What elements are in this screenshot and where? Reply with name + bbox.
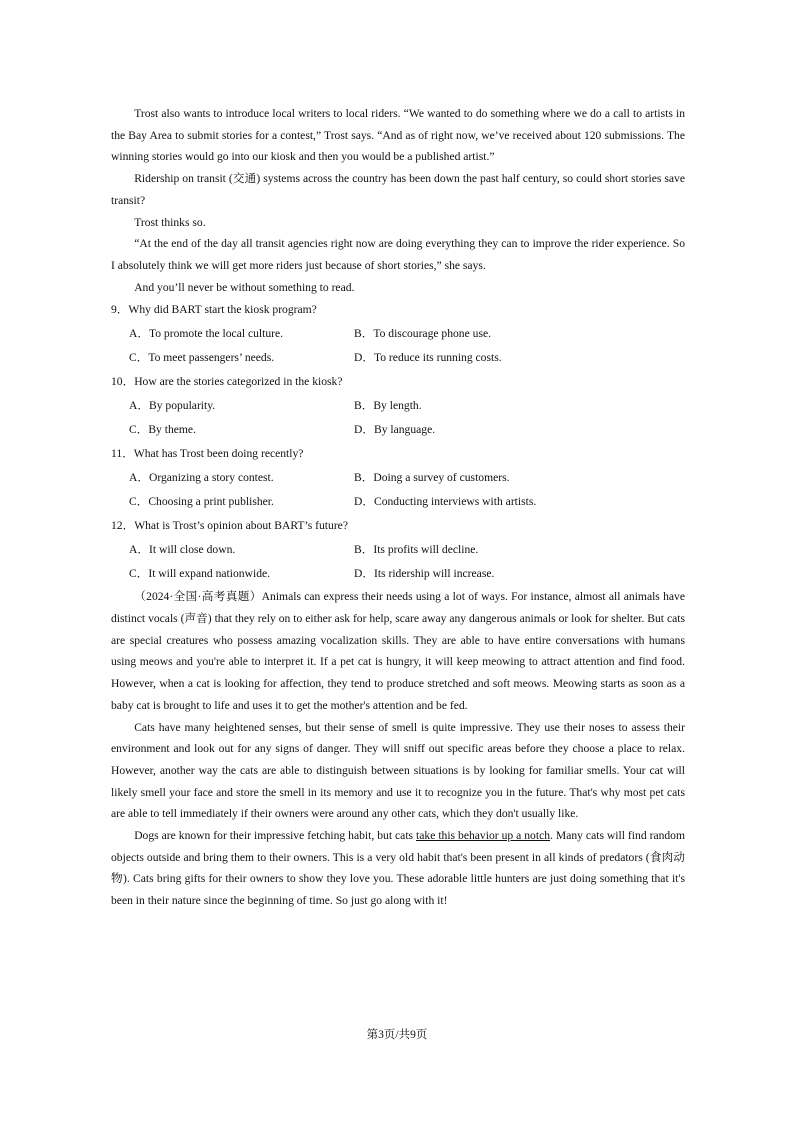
question-stem: 10．How are the stories categorized in the kiosk?: [111, 375, 343, 389]
option-b: B．Doing a survey of customers.: [354, 471, 510, 485]
question-stem: 12．What is Trost’s opinion about BART’s future?: [111, 519, 348, 533]
document-page: [111, 103, 685, 912]
option-b: B．By length.: [354, 399, 422, 413]
passage-paragraph: Ridership on transit (交通) systems across the country has been down the past half century, so could short stories save transit?: [111, 172, 685, 207]
option-b: B．To discourage phone use.: [354, 327, 491, 341]
passage2-paragraph-3: [111, 825, 685, 912]
passage-paragraph: Trost thinks so.: [134, 215, 206, 229]
question-stem: 11．What has Trost been doing recently?: [111, 447, 304, 461]
question-9: [111, 298, 685, 370]
page-footer: 第3页/共9页: [366, 1029, 428, 1041]
option-a: A．Organizing a story contest.: [129, 471, 274, 485]
underlined-phrase: take this behavior up a notch: [416, 829, 551, 843]
question-12: [111, 514, 685, 586]
option-d: D．Its ridership will increase.: [354, 567, 495, 581]
option-a: A．To promote the local culture.: [129, 327, 284, 341]
option-c: C．To meet passengers’ needs.: [129, 351, 275, 365]
option-b: B．Its profits will decline.: [354, 543, 479, 557]
option-c: C．It will expand nationwide.: [129, 567, 271, 581]
option-c: C．By theme.: [129, 423, 196, 437]
option-d: D．To reduce its running costs.: [354, 351, 502, 365]
option-c: C．Choosing a print publisher.: [129, 495, 274, 509]
passage-paragraph: Trost also wants to introduce local writers to local riders. “We wanted to do something where we do a call to artists in the Bay Area to submit stories for a contest,” Trost says. “And as of right now, we’ve received about 120 submissions. The winning stories would go into our kiosk and then you would be a published artist.”: [111, 107, 685, 164]
passage-paragraph: “At the end of the day all transit agencies right now are doing everything they can to improve the rider experience. So I absolutely think we will get more riders just because of short stories,” she says.: [111, 237, 685, 272]
passage2-paragraph-2: Cats have many heightened senses, but their sense of smell is quite impressive. They use their noses to assess their environment and look out for any signs of danger. They will sniff out specific areas before they choose a place to relax. However, another way the cats are able to distinguish between situations is by looking for familiar smells. Your cat will likely smell your face and store the smell in its memory and use it to recognize you in the future. That's why most pet cats are able to tell immediately if their owners were around any other cats, which they don't usually like.: [111, 720, 685, 821]
option-a: A．By popularity.: [129, 399, 216, 413]
option-d: D．Conducting interviews with artists.: [354, 495, 537, 509]
question-10: [111, 370, 685, 442]
paragraph-text: . Many cats will find random objects outside and bring them to their owners. This is a very old habit that's been present in all kinds of predators (食肉动物). Cats bring gifts for their owners to show they love you. These adorable little hunters are just doing something that it's been in their nature since the beginning of time. So just go along with it!: [111, 829, 686, 908]
passage-paragraph: And you’ll never be without something to read.: [134, 280, 355, 294]
option-a: A．It will close down.: [129, 543, 236, 557]
option-d: D．By language.: [354, 423, 436, 437]
question-11: [111, 442, 685, 514]
question-stem: 9．Why did BART start the kiosk program?: [111, 303, 317, 317]
paragraph-text: Dogs are known for their impressive fetching habit, but cats: [134, 829, 417, 843]
passage2-paragraph-1: （2024·全国·高考真题）Animals can express their needs using a lot of ways. For instance, almost all animals have distinct vocals (声音) that they rely on to either ask for help, scare away any dangerous animals or look for shelter. But cats are special creatures who possess amazing vocalization skills. They are able to have entire conversations with humans using meows and you're able to interpret it. If a pet cat is hungry, it will keep meowing to attract attention and find food. However, when a cat is looking for affection, they tend to produce stretched and soft meows. Meowing starts as soon as a baby cat is brought to life and uses it to get the mother's attention and be fed.: [111, 590, 685, 712]
